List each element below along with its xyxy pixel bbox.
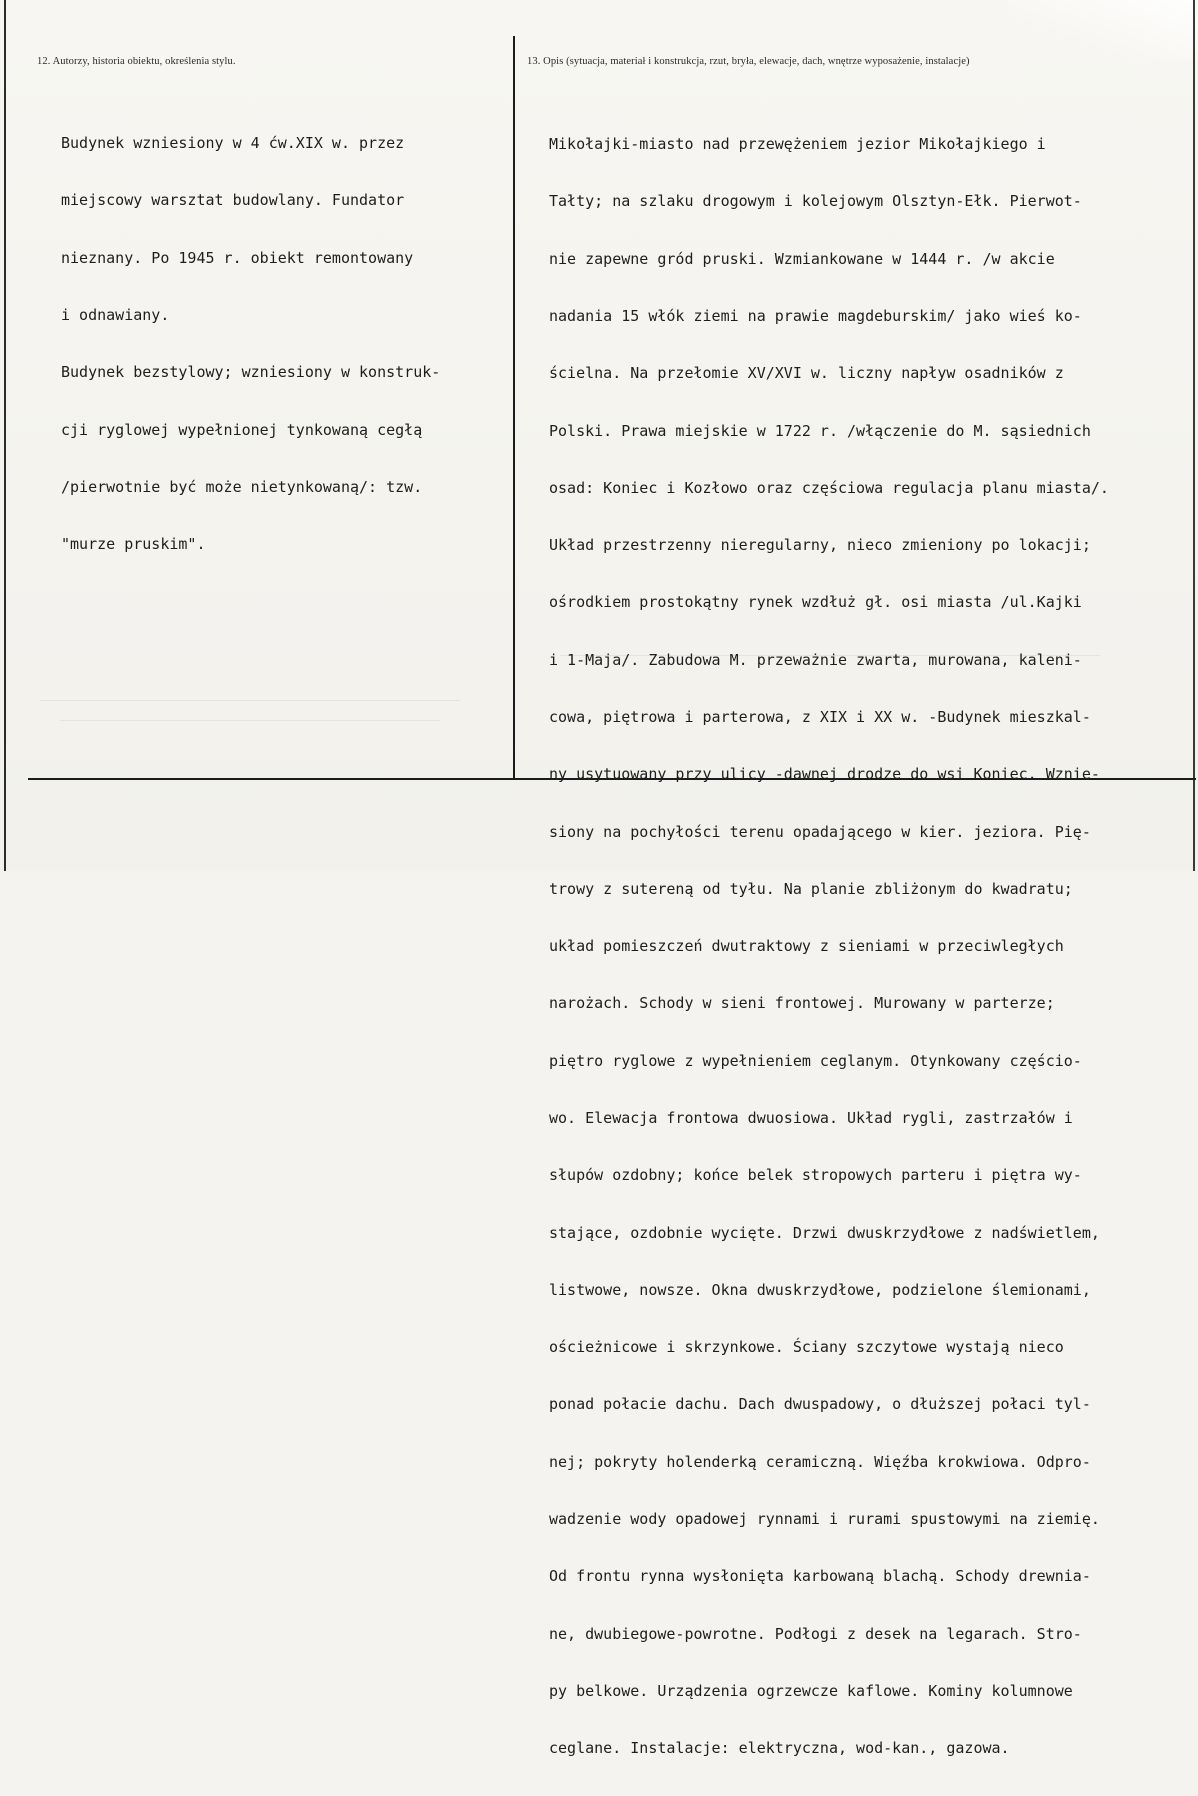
right-border-line [1193, 0, 1195, 871]
section-12-text [61, 96, 440, 592]
text-line: narożach. Schody w sieni frontowej. Murowany w parterze; [549, 994, 1055, 1013]
text-line: i 1-Maja/. Zabudowa M. przeważnie zwarta, murowana, kaleni- [549, 650, 1082, 669]
text-line: ne, dwubiegowe-powrotne. Podłogi z desek na legarach. Stro- [549, 1624, 1082, 1643]
text-line: cji ryglowej wypełnionej tynkowaną cegłą [61, 420, 423, 439]
text-line: wo. Elewacja frontowa dwuosiowa. Układ rygli, zastrzałów i [549, 1108, 1073, 1127]
text-line: słupów ozdobny; końce belek stropowych parteru i piętra wy- [549, 1166, 1082, 1185]
paper-corner-highlight [1008, 0, 1198, 60]
text-line: listwowe, nowsze. Okna dwuskrzydłowe, podzielone ślemionami, [549, 1280, 1091, 1299]
text-line: nie zapewne gród pruski. Wzmiankowane w 1444 r. /w akcie [549, 249, 1055, 268]
text-line: siony na pochyłości terenu opadającego w kier. jeziora. Pię- [549, 822, 1091, 841]
text-line: Polski. Prawa miejskie w 1722 r. /włączenie do M. sąsiednich [549, 421, 1091, 440]
text-line: stające, ozdobnie wycięte. Drzwi dwuskrzydłowe z nadświetlem, [549, 1223, 1100, 1242]
text-line: nadania 15 włók ziemi na prawie magdeburskim/ jako wieś ko- [549, 307, 1082, 326]
text-line: py belkowe. Urządzenia ogrzewcze kaflowe. Kominy kolumnowe [549, 1681, 1073, 1700]
text-line: osad: Koniec i Kozłowo oraz częściowa regulacja planu miasta/. [549, 478, 1109, 497]
section-12-heading: 12. Autorzy, historia obiektu, określenia stylu. [37, 56, 236, 67]
text-line: miejscowy warsztat budowlany. Fundator [61, 191, 405, 210]
text-line: piętro ryglowe z wypełnieniem ceglanym. Otynkowany częścio- [549, 1051, 1082, 1070]
text-line: Budynek wzniesiony w 4 ćw.XIX w. przez [61, 134, 405, 153]
text-line: "murze pruskim". [61, 535, 206, 554]
section-13-text [549, 97, 1109, 1796]
text-line: układ pomieszczeń dwutraktowy z sieniami w przeciwległych [549, 937, 1064, 956]
text-line: Od frontu rynna wysłonięta karbowaną blachą. Schody drewnia- [549, 1567, 1091, 1586]
text-line: ośrodkiem prostokątny rynek wzdłuż gł. osi miasta /ul.Kajki [549, 593, 1082, 612]
section-13-heading: 13. Opis (sytuacja, materiał i konstrukcja, rzut, bryła, elewacje, dach, wnętrze wyposażenie, instalacje) [527, 56, 970, 67]
text-line: nej; pokryty holenderką ceramiczną. Więźba krokwiowa. Odpro- [549, 1452, 1091, 1471]
text-line: nieznany. Po 1945 r. obiekt remontowany [61, 248, 414, 267]
text-line: Układ przestrzenny nieregularny, nieco zmieniony po lokacji; [549, 536, 1091, 555]
text-line: trowy z sutereną od tyłu. Na planie zbliżonym do kwadratu; [549, 879, 1073, 898]
text-line: cowa, piętrowa i parterowa, z XIX i XX w. -Budynek mieszkal- [549, 708, 1091, 726]
text-line: Mikołajki-miasto nad przewężeniem jezior Mikołajkiego i [549, 135, 1046, 154]
column-divider [513, 36, 515, 778]
text-line: ponad połacie dachu. Dach dwuspadowy, o dłuższej połaci tyl- [549, 1395, 1091, 1414]
text-line: Tałty; na szlaku drogowym i kolejowym Olsztyn-Ełk. Pierwot- [549, 192, 1082, 211]
text-line: wadzenie wody opadowej rynnami i rurami spustowymi na ziemię. [549, 1509, 1100, 1528]
text-line: /pierwotnie być może nietynkowaną/: tzw. [61, 477, 423, 496]
text-line: ościeżnicowe i skrzynkowe. Ściany szczytowe wystają nieco [549, 1338, 1064, 1357]
left-border-line [4, 0, 6, 871]
text-line: ceglane. Instalacje: elektryczna, wod-kan., gazowa. [549, 1739, 1010, 1758]
text-line: ny usytuowany przy ulicy -dawnej drodze do wsi Koniec. Wznie- [549, 765, 1100, 784]
faint-bleed-line [40, 700, 460, 701]
text-line: i odnawiany. [61, 306, 170, 325]
faint-bleed-line [60, 720, 440, 721]
text-line: Budynek bezstylowy; wzniesiony w konstruk- [61, 363, 441, 382]
text-line: ścielna. Na przełomie XV/XVI w. liczny napływ osadników z [549, 364, 1064, 383]
